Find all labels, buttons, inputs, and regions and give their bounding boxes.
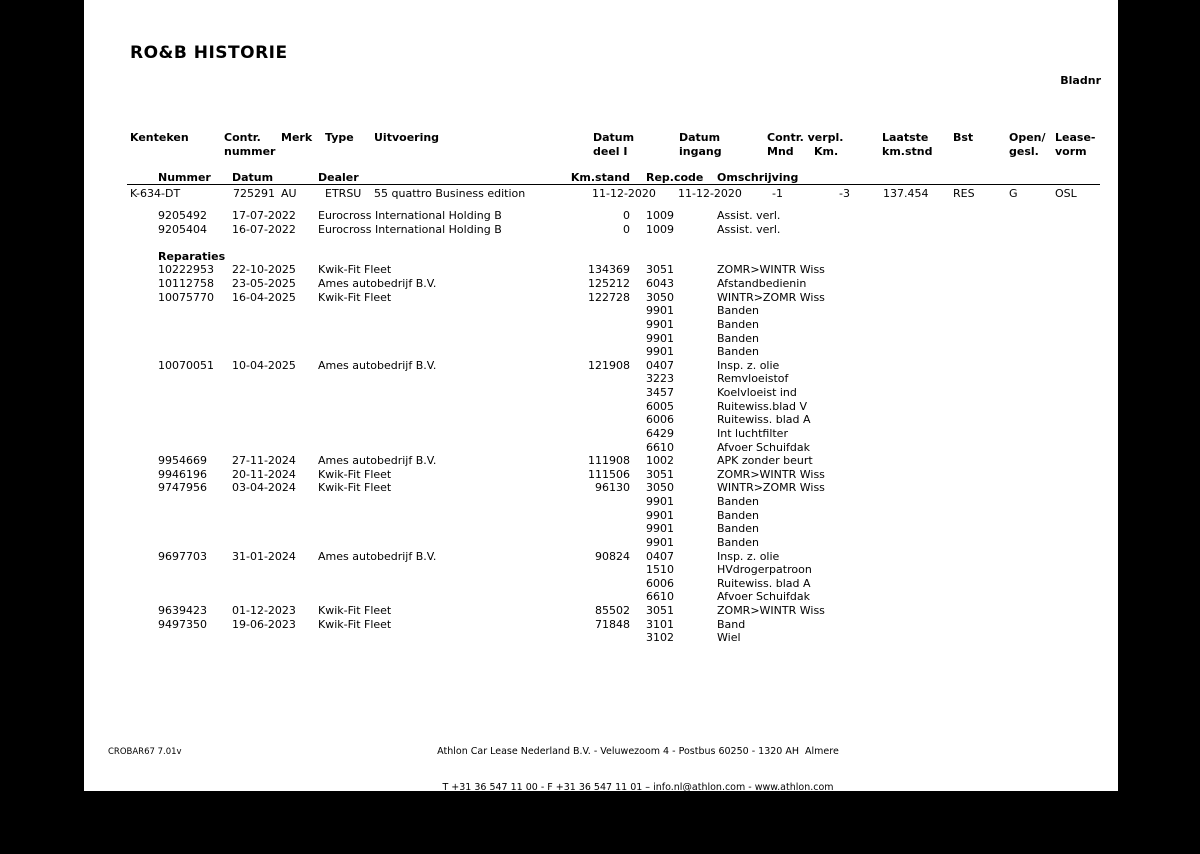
cell-nummer: 9639423 bbox=[158, 603, 207, 617]
cell-repcode: 0407 bbox=[646, 549, 674, 563]
cell-dealer: Ames autobedrijf B.V. bbox=[318, 549, 437, 563]
cell-datum: 01-12-2023 bbox=[232, 603, 296, 617]
cell-datum: 23-05-2025 bbox=[232, 277, 296, 291]
table-row bbox=[84, 550, 1118, 564]
cell-repcode: 9901 bbox=[646, 508, 674, 522]
cell-dealer: Kwik-Fit Fleet bbox=[318, 290, 392, 304]
header-lease-vorm bbox=[1055, 131, 1095, 159]
header-uitvoering-label: Uitvoering bbox=[374, 131, 440, 144]
header-contr-nummer bbox=[224, 131, 275, 159]
cell-dealer: Kwik-Fit Fleet bbox=[318, 617, 392, 631]
footer-contact-line: T +31 36 547 11 00 - F +31 36 547 11 01 – info.nl@athlon.com - www.athlon.com bbox=[442, 782, 834, 793]
header-kmstand: Km.stand bbox=[570, 171, 630, 184]
table-row bbox=[84, 481, 1118, 495]
cell-repcode: 9901 bbox=[646, 495, 674, 509]
contract-datum-ingang: 11-12-2020 bbox=[678, 187, 742, 200]
cell-datum: 17-07-2022 bbox=[232, 209, 296, 222]
cell-repcode: 1009 bbox=[646, 222, 674, 236]
cell-kmstand: 134369 bbox=[588, 263, 630, 277]
cell-nummer: 10222953 bbox=[158, 263, 214, 277]
cell-datum: 16-07-2022 bbox=[232, 222, 296, 236]
table-row bbox=[84, 577, 1118, 591]
cell-omschrijving: Banden bbox=[717, 331, 759, 345]
cell-omschrijving: ZOMR>WINTR Wiss bbox=[717, 467, 825, 481]
contract-mnd: -1 bbox=[772, 187, 783, 200]
cell-datum: 03-04-2024 bbox=[232, 481, 296, 495]
cell-kmstand: 90824 bbox=[595, 549, 630, 563]
cell-omschrijving: Wiel bbox=[717, 631, 741, 645]
cell-repcode: 1009 bbox=[646, 209, 674, 222]
cell-repcode: 9901 bbox=[646, 304, 674, 318]
contract-nummer: 725291 bbox=[233, 187, 275, 200]
cell-dealer: Kwik-Fit Fleet bbox=[318, 603, 392, 617]
cell-dealer: Ames autobedrijf B.V. bbox=[318, 277, 437, 291]
cell-dealer: Kwik-Fit Fleet bbox=[318, 263, 392, 277]
contract-datum-deel: 11-12-2020 bbox=[592, 187, 656, 200]
table-row bbox=[84, 563, 1118, 577]
cell-kmstand: 0 bbox=[623, 209, 630, 222]
header-contr-verpl: Contr. verpl. bbox=[767, 131, 844, 144]
cell-kmstand: 85502 bbox=[595, 603, 630, 617]
cell-omschrijving: Afvoer Schuifdak bbox=[717, 440, 811, 454]
header-omschrijving: Omschrijving bbox=[717, 171, 799, 184]
cell-datum: 20-11-2024 bbox=[232, 467, 296, 481]
cell-repcode: 3223 bbox=[646, 372, 674, 386]
table-row bbox=[84, 495, 1118, 509]
header-datum-deel-1 bbox=[593, 131, 634, 159]
cell-omschrijving: Banden bbox=[717, 317, 759, 331]
header-laatste-line2: km.stnd bbox=[882, 145, 933, 158]
cell-repcode: 0407 bbox=[646, 358, 674, 372]
contract-merk: AU bbox=[281, 187, 297, 200]
bladnr-label: Bladnr bbox=[1060, 74, 1101, 87]
section-label: Reparaties bbox=[158, 249, 226, 263]
cell-kmstand: 125212 bbox=[588, 277, 630, 291]
header-km: Km. bbox=[814, 145, 839, 158]
cell-nummer: 9697703 bbox=[158, 549, 207, 563]
cell-omschrijving: WINTR>ZOMR Wiss bbox=[717, 290, 825, 304]
cell-omschrijving: Banden bbox=[717, 304, 759, 318]
cell-datum: 22-10-2025 bbox=[232, 263, 296, 277]
table-row bbox=[84, 468, 1118, 482]
cell-omschrijving: WINTR>ZOMR Wiss bbox=[717, 481, 825, 495]
cell-repcode: 1510 bbox=[646, 563, 674, 577]
header-open-line1: Open/ bbox=[1009, 131, 1046, 144]
table-row bbox=[84, 454, 1118, 468]
table-row bbox=[84, 604, 1118, 618]
cell-datum: 10-04-2025 bbox=[232, 358, 296, 372]
header-repcode: Rep.code bbox=[646, 171, 704, 184]
cell-dealer: Kwik-Fit Fleet bbox=[318, 481, 392, 495]
table-row bbox=[84, 359, 1118, 373]
table-row bbox=[84, 522, 1118, 536]
table-row bbox=[84, 291, 1118, 305]
cell-omschrijving: APK zonder beurt bbox=[717, 454, 813, 468]
footer-block bbox=[158, 722, 1118, 854]
header-lease-line2: vorm bbox=[1055, 145, 1087, 158]
cell-omschrijving: Afvoer Schuifdak bbox=[717, 590, 811, 604]
cell-kmstand: 71848 bbox=[595, 617, 630, 631]
cell-nummer: 9497350 bbox=[158, 617, 207, 631]
table-row bbox=[84, 223, 1118, 237]
cell-repcode: 3457 bbox=[646, 386, 674, 400]
table-row bbox=[84, 332, 1118, 346]
table-row bbox=[84, 386, 1118, 400]
cell-repcode: 6610 bbox=[646, 440, 674, 454]
table-row bbox=[84, 427, 1118, 441]
cell-repcode: 9901 bbox=[646, 535, 674, 549]
cell-omschrijving: Banden bbox=[717, 345, 759, 359]
report-page bbox=[84, 0, 1118, 829]
contract-kenteken: K-634-DT bbox=[130, 187, 181, 200]
contract-type: ETRSU bbox=[325, 187, 362, 200]
section-row bbox=[84, 250, 1118, 264]
header-datum-deel-line2: deel I bbox=[593, 145, 628, 158]
cell-repcode: 3051 bbox=[646, 603, 674, 617]
header-divider-line bbox=[127, 184, 1100, 185]
cell-omschrijving: Assist. verl. bbox=[717, 222, 781, 236]
table-row bbox=[84, 209, 1118, 223]
cell-repcode: 9901 bbox=[646, 522, 674, 536]
cell-repcode: 9901 bbox=[646, 345, 674, 359]
cell-repcode: 6006 bbox=[646, 413, 674, 427]
header-kenteken-label: Kenteken bbox=[130, 131, 189, 144]
footer-bank-line: IBAN nr. NL41BNPA0227701771 - Swiftadres BNPANL2A - BTW idnr. NL001448304B01 - KvK nr. 33136871 - AFM nr. 12012477 bbox=[339, 818, 937, 829]
contract-km: -3 bbox=[839, 187, 850, 200]
cell-omschrijving: Banden bbox=[717, 495, 759, 509]
cell-dealer: Ames autobedrijf B.V. bbox=[318, 454, 437, 468]
header-nummer: Nummer bbox=[158, 171, 211, 184]
header-laatste-kmstnd bbox=[882, 131, 932, 159]
cell-omschrijving: Assist. verl. bbox=[717, 209, 781, 222]
header-type bbox=[325, 131, 354, 145]
cell-omschrijving: Ruitewiss. blad A bbox=[717, 413, 811, 427]
cell-nummer: 9954669 bbox=[158, 454, 207, 468]
cell-omschrijving: Banden bbox=[717, 508, 759, 522]
cell-omschrijving: Koelvloeist ind bbox=[717, 386, 797, 400]
header-open-line2: gesl. bbox=[1009, 145, 1039, 158]
contract-open-gesl: G bbox=[1009, 187, 1018, 200]
header-datum-ingang bbox=[679, 131, 722, 159]
header-open-gesl bbox=[1009, 131, 1046, 159]
table-row bbox=[84, 441, 1118, 455]
header-contr-nummer-line1: Contr. bbox=[224, 131, 261, 144]
table-row bbox=[84, 372, 1118, 386]
cell-datum: 27-11-2024 bbox=[232, 454, 296, 468]
header-dealer: Dealer bbox=[318, 171, 359, 184]
table-row bbox=[84, 618, 1118, 632]
table-row bbox=[84, 590, 1118, 604]
cell-repcode: 9901 bbox=[646, 317, 674, 331]
cell-omschrijving: Banden bbox=[717, 535, 759, 549]
header-merk bbox=[281, 131, 312, 145]
cell-omschrijving: Ruitewiss.blad V bbox=[717, 399, 808, 413]
cell-repcode: 6610 bbox=[646, 590, 674, 604]
cell-omschrijving: HVdrogerpatroon bbox=[717, 563, 812, 577]
cell-kmstand: 96130 bbox=[595, 481, 630, 495]
cell-dealer: Ames autobedrijf B.V. bbox=[318, 358, 437, 372]
header-datum: Datum bbox=[232, 171, 274, 184]
cell-kmstand: 111908 bbox=[588, 454, 630, 468]
cell-datum: 19-06-2023 bbox=[232, 617, 296, 631]
cell-omschrijving: Insp. z. olie bbox=[717, 358, 780, 372]
table-row bbox=[84, 536, 1118, 550]
cell-repcode: 3051 bbox=[646, 467, 674, 481]
cell-datum: 31-01-2024 bbox=[232, 549, 296, 563]
cell-repcode: 3102 bbox=[646, 631, 674, 645]
cell-repcode: 3051 bbox=[646, 263, 674, 277]
header-uitvoering bbox=[374, 131, 439, 145]
cell-kmstand: 122728 bbox=[588, 290, 630, 304]
cell-dealer: Eurocross International Holding B bbox=[318, 209, 502, 222]
header-datum-ingang-line1: Datum bbox=[679, 131, 721, 144]
cell-kmstand: 111506 bbox=[588, 467, 630, 481]
cell-dealer: Kwik-Fit Fleet bbox=[318, 467, 392, 481]
cell-repcode: 1002 bbox=[646, 454, 674, 468]
cell-repcode: 9901 bbox=[646, 331, 674, 345]
table-row bbox=[84, 263, 1118, 277]
header-datum-ingang-line2: ingang bbox=[679, 145, 722, 158]
header-lease-line1: Lease- bbox=[1055, 131, 1096, 144]
table-row bbox=[84, 400, 1118, 414]
table-row bbox=[84, 509, 1118, 523]
cell-repcode: 6006 bbox=[646, 576, 674, 590]
cell-nummer: 9747956 bbox=[158, 481, 207, 495]
cell-repcode: 3101 bbox=[646, 617, 674, 631]
contract-bst: RES bbox=[953, 187, 975, 200]
table-row bbox=[84, 304, 1118, 318]
cell-repcode: 3050 bbox=[646, 481, 674, 495]
table-row bbox=[84, 413, 1118, 427]
cell-omschrijving: Afstandbedienin bbox=[717, 277, 807, 291]
cell-nummer: 10070051 bbox=[158, 358, 214, 372]
header-mnd: Mnd bbox=[767, 145, 794, 158]
header-contr-nummer-line2: nummer bbox=[224, 145, 276, 158]
header-datum-deel-line1: Datum bbox=[593, 131, 635, 144]
cell-repcode: 6043 bbox=[646, 277, 674, 291]
cell-dealer: Eurocross International Holding B bbox=[318, 222, 502, 236]
program-version: CROBAR67 7.01v bbox=[108, 747, 182, 757]
cell-omschrijving: Banden bbox=[717, 522, 759, 536]
cell-repcode: 6429 bbox=[646, 426, 674, 440]
cell-omschrijving: Remvloeistof bbox=[717, 372, 789, 386]
cell-nummer: 9205492 bbox=[158, 209, 207, 222]
header-bst: Bst bbox=[953, 131, 974, 144]
table-row bbox=[84, 345, 1118, 359]
cell-omschrijving: Insp. z. olie bbox=[717, 549, 780, 563]
header-kenteken bbox=[130, 131, 189, 145]
cell-omschrijving: ZOMR>WINTR Wiss bbox=[717, 603, 825, 617]
footer-address-line: Athlon Car Lease Nederland B.V. - Veluwezoom 4 - Postbus 60250 - 1320 AH Almere bbox=[437, 746, 839, 757]
cell-nummer: 9205404 bbox=[158, 222, 207, 236]
cell-omschrijving: ZOMR>WINTR Wiss bbox=[717, 263, 825, 277]
cell-omschrijving: Ruitewiss. blad A bbox=[717, 576, 811, 590]
cell-repcode: 6005 bbox=[646, 399, 674, 413]
table-row bbox=[84, 318, 1118, 332]
page-title: RO&B HISTORIE bbox=[130, 43, 288, 63]
cell-omschrijving: Int luchtfilter bbox=[717, 426, 788, 440]
contract-uitvoering: 55 quattro Business edition bbox=[374, 187, 526, 200]
table-row bbox=[84, 631, 1118, 645]
cell-kmstand: 121908 bbox=[588, 358, 630, 372]
header-merk-label: Merk bbox=[281, 131, 313, 144]
cell-nummer: 9946196 bbox=[158, 467, 207, 481]
cell-repcode: 3050 bbox=[646, 290, 674, 304]
cell-nummer: 10112758 bbox=[158, 277, 214, 291]
cell-nummer: 10075770 bbox=[158, 290, 214, 304]
cell-omschrijving: Band bbox=[717, 617, 746, 631]
cell-kmstand: 0 bbox=[623, 222, 630, 236]
contract-lease-vorm: OSL bbox=[1055, 187, 1077, 200]
cell-datum: 16-04-2025 bbox=[232, 290, 296, 304]
header-laatste-line1: Laatste bbox=[882, 131, 929, 144]
header-type-label: Type bbox=[325, 131, 354, 144]
contract-laatste-kmstnd: 137.454 bbox=[883, 187, 929, 200]
table-row bbox=[84, 277, 1118, 291]
